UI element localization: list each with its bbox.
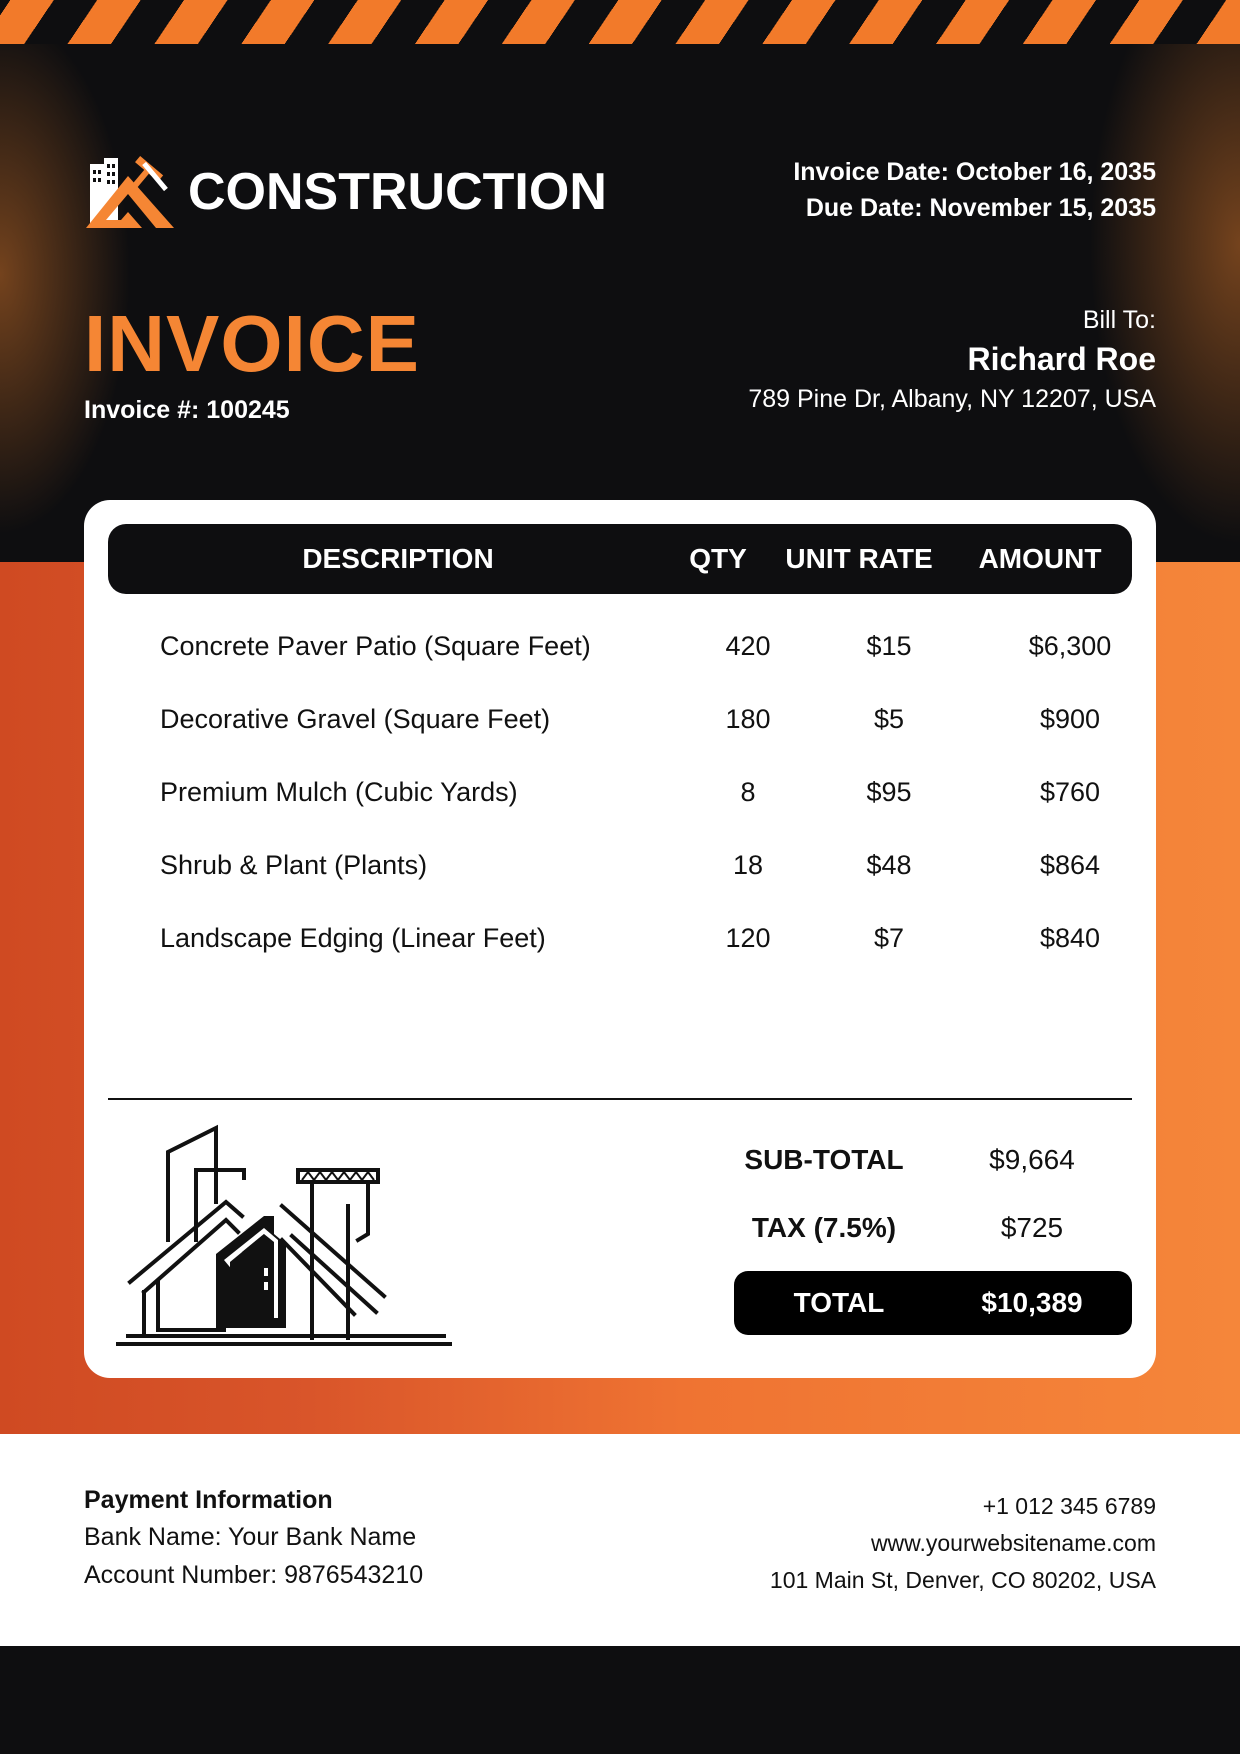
row-amount: $6,300 bbox=[1028, 631, 1112, 661]
subtotal-row bbox=[84, 1130, 1156, 1190]
row-description: Premium Mulch (Cubic Yards) bbox=[160, 777, 518, 807]
payment-heading: Payment Information bbox=[84, 1486, 333, 1514]
row-qty: 18 bbox=[732, 850, 764, 880]
brand-name: CONSTRUCTION bbox=[188, 163, 607, 221]
table-row bbox=[84, 683, 1156, 756]
row-description: Landscape Edging (Linear Feet) bbox=[160, 923, 546, 953]
row-qty: 8 bbox=[740, 777, 756, 807]
tax-value: $725 bbox=[1000, 1212, 1064, 1243]
total-value: $10,389 bbox=[981, 1287, 1083, 1318]
table-row bbox=[84, 902, 1156, 975]
row-qty: 180 bbox=[725, 704, 771, 734]
subtotal-label: SUB-TOTAL bbox=[744, 1144, 904, 1175]
invoice-card bbox=[84, 500, 1156, 1378]
row-amount: $864 bbox=[1039, 850, 1101, 880]
tax-row bbox=[84, 1198, 1156, 1258]
table-divider bbox=[108, 1098, 1132, 1100]
table-row bbox=[84, 756, 1156, 829]
row-amount: $840 bbox=[1039, 923, 1101, 953]
construction-logo-icon bbox=[84, 154, 184, 232]
footer-bar bbox=[0, 1646, 1240, 1754]
header-description: DESCRIPTION bbox=[302, 543, 494, 574]
contact-website: www.yourwebsitename.com bbox=[870, 1530, 1156, 1556]
row-qty: 120 bbox=[725, 923, 771, 953]
contact-address: 101 Main St, Denver, CO 80202, USA bbox=[769, 1567, 1156, 1593]
contact-phone: +1 012 345 6789 bbox=[982, 1493, 1156, 1519]
row-qty: 420 bbox=[725, 631, 771, 661]
header-qty: QTY bbox=[689, 543, 747, 574]
invoice-number: Invoice #: 100245 bbox=[84, 396, 290, 424]
row-description: Concrete Paver Patio (Square Feet) bbox=[160, 631, 591, 661]
table-header bbox=[108, 524, 1132, 594]
payment-info bbox=[84, 1482, 423, 1594]
table-body bbox=[84, 610, 1156, 975]
header-amount: AMOUNT bbox=[978, 543, 1102, 574]
total-box bbox=[734, 1271, 1132, 1335]
invoice-date: Invoice Date: October 16, 2035 bbox=[793, 158, 1156, 186]
row-unit-rate: $5 bbox=[873, 704, 905, 734]
row-description: Shrub & Plant (Plants) bbox=[160, 850, 428, 880]
account-number: Account Number: 9876543210 bbox=[84, 1561, 424, 1589]
table-row bbox=[84, 829, 1156, 902]
row-unit-rate: $48 bbox=[866, 850, 912, 880]
bill-to bbox=[748, 302, 1156, 418]
row-description: Decorative Gravel (Square Feet) bbox=[160, 704, 551, 734]
total-label: TOTAL bbox=[793, 1287, 885, 1318]
header-unit-rate: UNIT RATE bbox=[785, 543, 933, 574]
invoice-dates bbox=[793, 154, 1156, 226]
due-date: Due Date: November 15, 2035 bbox=[805, 194, 1156, 222]
bill-to-label: Bill To: bbox=[1082, 306, 1156, 334]
tax-label: TAX (7.5%) bbox=[751, 1212, 897, 1243]
row-amount: $760 bbox=[1039, 777, 1101, 807]
hazard-stripe bbox=[0, 0, 1240, 44]
row-unit-rate: $95 bbox=[866, 777, 912, 807]
bill-to-name: Richard Roe bbox=[967, 341, 1156, 377]
bank-name: Bank Name: Your Bank Name bbox=[84, 1523, 417, 1551]
table-row bbox=[84, 610, 1156, 683]
subtotal-value: $9,664 bbox=[989, 1144, 1075, 1175]
row-unit-rate: $15 bbox=[866, 631, 912, 661]
bill-to-address: 789 Pine Dr, Albany, NY 12207, USA bbox=[748, 385, 1156, 413]
contact-info bbox=[770, 1488, 1156, 1599]
row-amount: $900 bbox=[1039, 704, 1101, 734]
row-unit-rate: $7 bbox=[873, 923, 905, 953]
invoice-title: INVOICE bbox=[84, 299, 420, 388]
